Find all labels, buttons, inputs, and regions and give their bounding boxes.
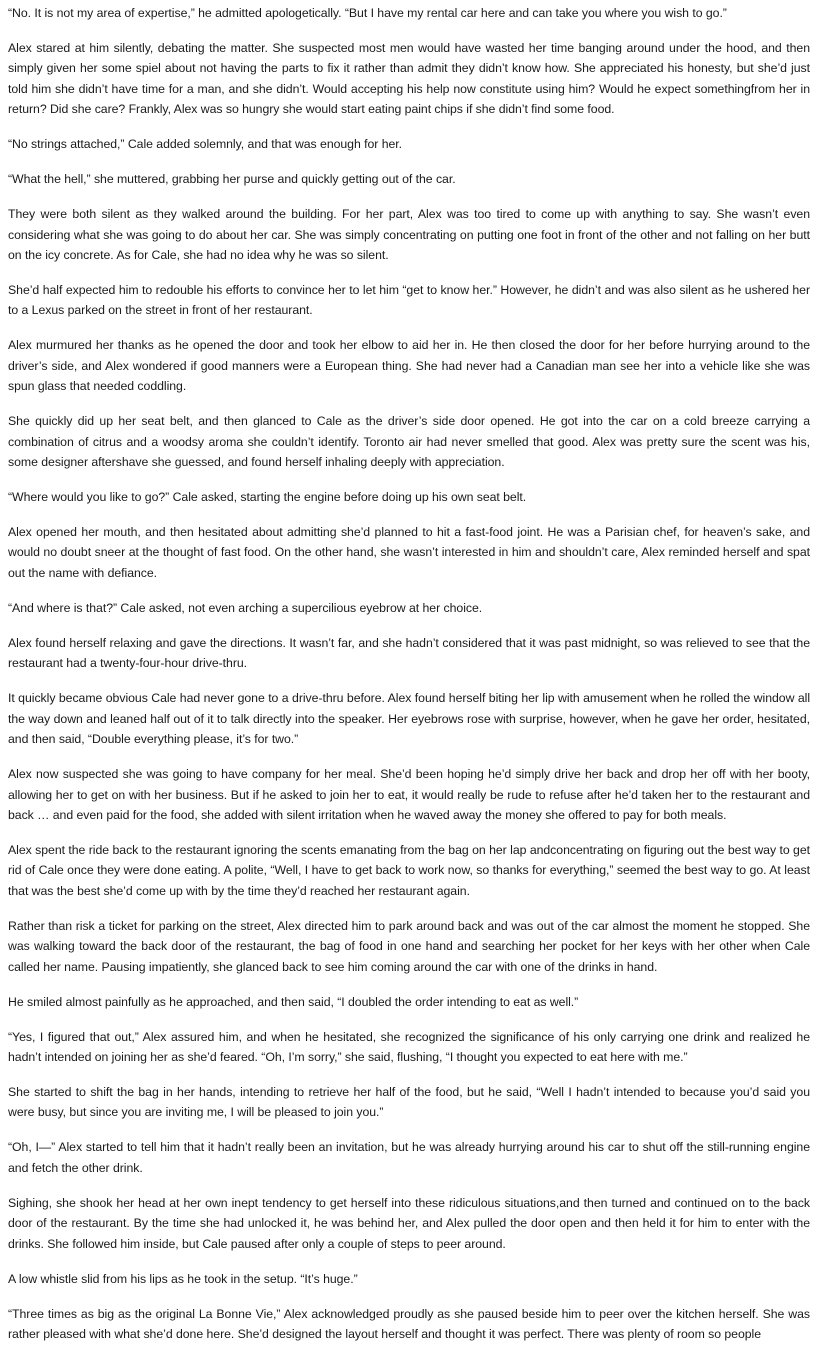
paragraph: They were both silent as they walked around the building. For her part, Alex was too tired to come up with anything to say. She wasn’t even considering what she was going to do about her car. She was simply concentrating on putting one foot in front of the other and not falling on her butt on the icy concrete. As for Cale, she had no idea why he was so silent. bbox=[8, 207, 810, 263]
paragraph: She quickly did up her seat belt, and then glanced to Cale as the driver’s side door opened. He got into the car on a cold breeze carrying a combination of citrus and a woodsy aroma she couldn’t identify. Toronto air had never smelled that good. Alex was pretty sure the scent was his, some designer aftershave she guessed, and found herself inhaling deeply with appreciation. bbox=[8, 414, 810, 470]
paragraph: It quickly became obvious Cale had never gone to a drive-thru before. Alex found herself biting her lip with amusement when he rolled the window all the way down and leaned half out of it to talk directly into the speaker. Her eyebrows rose with surprise, however, when he gave her order, hesitated, and then said, “Double everything please, it’s for two.” bbox=[8, 691, 810, 747]
paragraph: Alex opened her mouth, and then hesitated about admitting she’d planned to hit a fast-food joint. He was a Parisian chef, for heaven’s sake, and would no doubt sneer at the thought of fast food. On the other hand, she wasn’t interested in him and shouldn’t care, Alex reminded herself and spat out the name with defiance. bbox=[8, 525, 810, 580]
paragraph: Rather than risk a ticket for parking on the street, Alex directed him to park around back and was out of the car almost the moment he stopped. She was walking toward the back door of the restaurant, the bag of food in one hand and searching her pocket for her keys with her other when Cale called her name. Pausing impatiently, she glanced back to see him coming around the car with one of the drinks in hand. bbox=[8, 918, 810, 974]
paragraph: Alex found herself relaxing and gave the directions. It wasn’t far, and she hadn’t considered that it was past midnight, so was relieved to see that the restaurant had a twenty-four-hour drive-thru. bbox=[8, 635, 810, 671]
paragraph: Alex now suspected she was going to have company for her meal. She’d been hoping he’d simply drive her back and drop her off with her booty, allowing her to get on with her business. But if he asked to join her to eat, it would really be rude to refuse after he’d taken her to the restaurant and back … and even paid for the food, she added with silent irritation when he waved away the money she offered to pay for both meals. bbox=[8, 767, 810, 822]
paragraph: Sighing, she shook her head at her own inept tendency to get herself into these ridiculous situations,and then turned and continued on to the back door of the restaurant. By the time she had unlocked it, he was behind her, and Alex pulled the door open and then held it for him to enter with the drinks. She followed him inside, but Cale paused after only a couple of steps to peer around. bbox=[8, 1195, 810, 1251]
paragraph: “And where is that?” Cale asked, not even arching a supercilious eyebrow at her choice. bbox=[8, 600, 483, 615]
paragraph: “No strings attached,” Cale added solemnly, and that was enough for her. bbox=[8, 137, 403, 152]
paragraph: Alex murmured her thanks as he opened the door and took her elbow to aid her in. He then closed the door for her before hurrying around to the driver’s side, and Alex wondered if good manners were a European thing. She had never had a Canadian man see her into a vehicle like she was spun glass that needed coddling. bbox=[8, 338, 810, 394]
paragraph: “Yes, I figured that out,” Alex assured him, and when he hesitated, she recognized the significance of his only carrying one drink and realized he hadn’t intended on joining her as she’d feared. “Oh, I’m sorry,” she said, flushing, “I thought you expected to eat here with me.” bbox=[8, 1029, 810, 1064]
paragraph: “Where would you like to go?” Cale asked, starting the engine before doing up his own seat belt. bbox=[8, 490, 527, 505]
paragraph: A low whistle slid from his lips as he took in the setup. “It’s huge.” bbox=[8, 1271, 358, 1286]
document-page bbox=[8, 0, 810, 1359]
paragraph: “Oh, I—” Alex started to tell him that it hadn’t really been an invitation, but he was already hurrying around his car to shut off the still-running engine and fetch the other drink. bbox=[8, 1140, 810, 1175]
paragraph: Alex stared at him silently, debating the matter. She suspected most men would have wasted her time banging around under the hood, and then simply given her some spiel about not having the parts to fix it rather than admit they didn’t know how. She appreciated his honesty, but she’d just told him she didn’t have time for a man, and she didn’t. Would accepting his help now constitute using him? Would he expect somethingfrom her in return? Did she care? Frankly, Alex was so hungry she would start eating paint chips if she didn’t find some food. bbox=[8, 41, 810, 117]
paragraph: “No. It is not my area of expertise,” he admitted apologetically. “But I have my rental car here and can take you where you wish to go.” bbox=[8, 6, 727, 20]
paragraph: “What the hell,” she muttered, grabbing her purse and quickly getting out of the car. bbox=[8, 172, 456, 187]
paragraph: “Three times as big as the original La Bonne Vie,” Alex acknowledged proudly as she paused beside him to peer over the kitchen herself. She was rather pleased with what she’d done here. She’d designed the layout herself and thought it was perfect. There was plenty of room so people bbox=[8, 1306, 810, 1341]
paragraph: Alex spent the ride back to the restaurant ignoring the scents emanating from the bag on her lap andconcentrating on figuring out the best way to get rid of Cale once they were done eating. A polite, “Well, I have to get back to work now, so thanks for everything,” seemed the best way to go. At least that was the best she’d come up with by the time they’d reached her restaurant again. bbox=[8, 842, 810, 898]
paragraph: She started to shift the bag in her hands, intending to retrieve her half of the food, but he said, “Well I hadn’t intended to because you’d said you were busy, but since you are inviting me, I will be pleased to join you.” bbox=[8, 1084, 810, 1120]
paragraph: He smiled almost painfully as he approached, and then said, “I doubled the order intending to eat as well.” bbox=[8, 994, 579, 1009]
paragraph: She’d half expected him to redouble his efforts to convince her to let him “get to know her.” However, he didn’t and was also silent as he ushered her to a Lexus parked on the street in front of her restaurant. bbox=[8, 283, 810, 318]
